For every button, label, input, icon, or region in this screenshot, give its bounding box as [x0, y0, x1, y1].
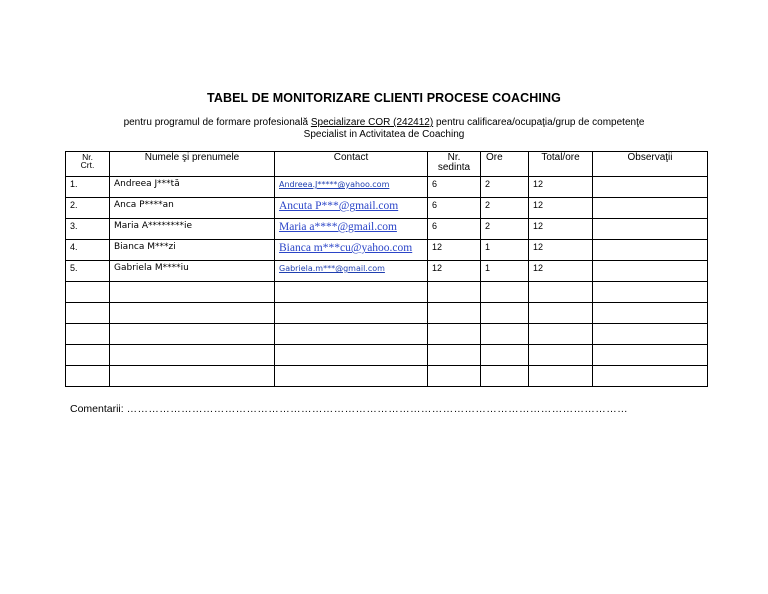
empty-table-row — [66, 282, 708, 303]
row-number: 4. — [66, 240, 110, 261]
email-link[interactable]: Maria a****@gmail.com — [279, 221, 397, 233]
empty-cell — [66, 324, 110, 345]
client-name: Anca P****an — [110, 198, 275, 219]
email-link[interactable]: Gabriela.m***@gmail.com — [279, 264, 385, 273]
contact-cell — [275, 177, 428, 198]
empty-cell — [110, 366, 275, 387]
empty-cell — [275, 345, 428, 366]
header-nr-crt: Nr. Crt. — [66, 152, 110, 177]
specialization-link[interactable]: Specializare COR (242412) — [310, 117, 434, 128]
header-observatii: Observaţii — [593, 152, 708, 177]
document-title: TABEL DE MONITORIZARE CLIENTI PROCESE COACHING — [207, 91, 561, 105]
empty-cell — [481, 303, 529, 324]
comments-dotted-field[interactable]: ………………………………………………………………………………………………………………………… — [126, 403, 629, 415]
empty-cell — [529, 303, 593, 324]
empty-cell — [481, 282, 529, 303]
contact-cell — [275, 240, 428, 261]
comments-line — [70, 403, 628, 415]
empty-cell — [428, 303, 481, 324]
empty-cell — [110, 345, 275, 366]
table-row — [66, 177, 708, 198]
observations-cell — [593, 198, 708, 219]
empty-cell — [66, 282, 110, 303]
comments-label: Comentarii: — [70, 403, 127, 415]
table-row — [66, 198, 708, 219]
empty-cell — [529, 366, 593, 387]
empty-table-row — [66, 303, 708, 324]
sessions-count: 12 — [428, 240, 481, 261]
program-description — [0, 117, 768, 128]
contact-cell — [275, 219, 428, 240]
contact-cell — [275, 198, 428, 219]
client-name: Bianca M***zi — [110, 240, 275, 261]
empty-cell — [593, 366, 708, 387]
program-text-post: pentru calificarea/ocupaţia/grup de competenţe — [433, 117, 645, 128]
total-hours: 12 — [529, 261, 593, 282]
header-contact: Contact — [275, 152, 428, 177]
hours-count: 1 — [481, 261, 529, 282]
table-header-row — [66, 152, 708, 177]
empty-cell — [428, 282, 481, 303]
total-hours: 12 — [529, 198, 593, 219]
email-link[interactable]: Ancuta P***@gmail.com — [279, 200, 399, 212]
total-hours: 12 — [529, 177, 593, 198]
monitoring-table — [65, 151, 708, 387]
row-number: 2. — [66, 198, 110, 219]
client-name: Maria A********ie — [110, 219, 275, 240]
total-hours: 12 — [529, 219, 593, 240]
empty-cell — [110, 303, 275, 324]
empty-cell — [593, 324, 708, 345]
empty-cell — [428, 324, 481, 345]
empty-cell — [275, 324, 428, 345]
hours-count: 1 — [481, 240, 529, 261]
empty-cell — [481, 366, 529, 387]
table-row — [66, 261, 708, 282]
hours-count: 2 — [481, 219, 529, 240]
empty-cell — [275, 366, 428, 387]
sessions-count: 6 — [428, 198, 481, 219]
row-number: 3. — [66, 219, 110, 240]
hours-count: 2 — [481, 198, 529, 219]
empty-cell — [110, 324, 275, 345]
empty-cell — [529, 324, 593, 345]
sessions-count: 6 — [428, 219, 481, 240]
empty-cell — [593, 345, 708, 366]
empty-table-row — [66, 345, 708, 366]
empty-cell — [481, 324, 529, 345]
email-link[interactable]: Andreea.J*****@yahoo.com — [279, 180, 390, 189]
program-text-pre: pentru programul de formare profesională — [123, 117, 311, 128]
empty-cell — [529, 282, 593, 303]
total-hours: 12 — [529, 240, 593, 261]
empty-cell — [275, 303, 428, 324]
observations-cell — [593, 219, 708, 240]
sessions-count: 12 — [428, 261, 481, 282]
empty-cell — [66, 345, 110, 366]
empty-cell — [529, 345, 593, 366]
row-number: 1. — [66, 177, 110, 198]
empty-cell — [428, 345, 481, 366]
client-name: Andreea J***tă — [110, 177, 275, 198]
empty-cell — [428, 366, 481, 387]
header-name: Numele şi prenumele — [110, 152, 275, 177]
observations-cell — [593, 261, 708, 282]
header-nr-sedinta: Nr. sedinta — [428, 152, 481, 177]
header-ore: Ore — [481, 152, 529, 177]
empty-cell — [593, 303, 708, 324]
specialist-line: Specialist in Activitatea de Coaching — [303, 129, 465, 140]
contact-cell — [275, 261, 428, 282]
table-row — [66, 219, 708, 240]
hours-count: 2 — [481, 177, 529, 198]
observations-cell — [593, 177, 708, 198]
empty-table-row — [66, 366, 708, 387]
email-link[interactable]: Bianca m***cu@yahoo.com — [279, 242, 413, 254]
header-total-ore: Total/ore — [529, 152, 593, 177]
empty-cell — [66, 303, 110, 324]
observations-cell — [593, 240, 708, 261]
sessions-count: 6 — [428, 177, 481, 198]
table-row — [66, 240, 708, 261]
empty-cell — [110, 282, 275, 303]
row-number: 5. — [66, 261, 110, 282]
empty-cell — [593, 282, 708, 303]
empty-table-row — [66, 324, 708, 345]
empty-cell — [66, 366, 110, 387]
empty-cell — [275, 282, 428, 303]
client-name: Gabriela M****iu — [110, 261, 275, 282]
empty-cell — [481, 345, 529, 366]
